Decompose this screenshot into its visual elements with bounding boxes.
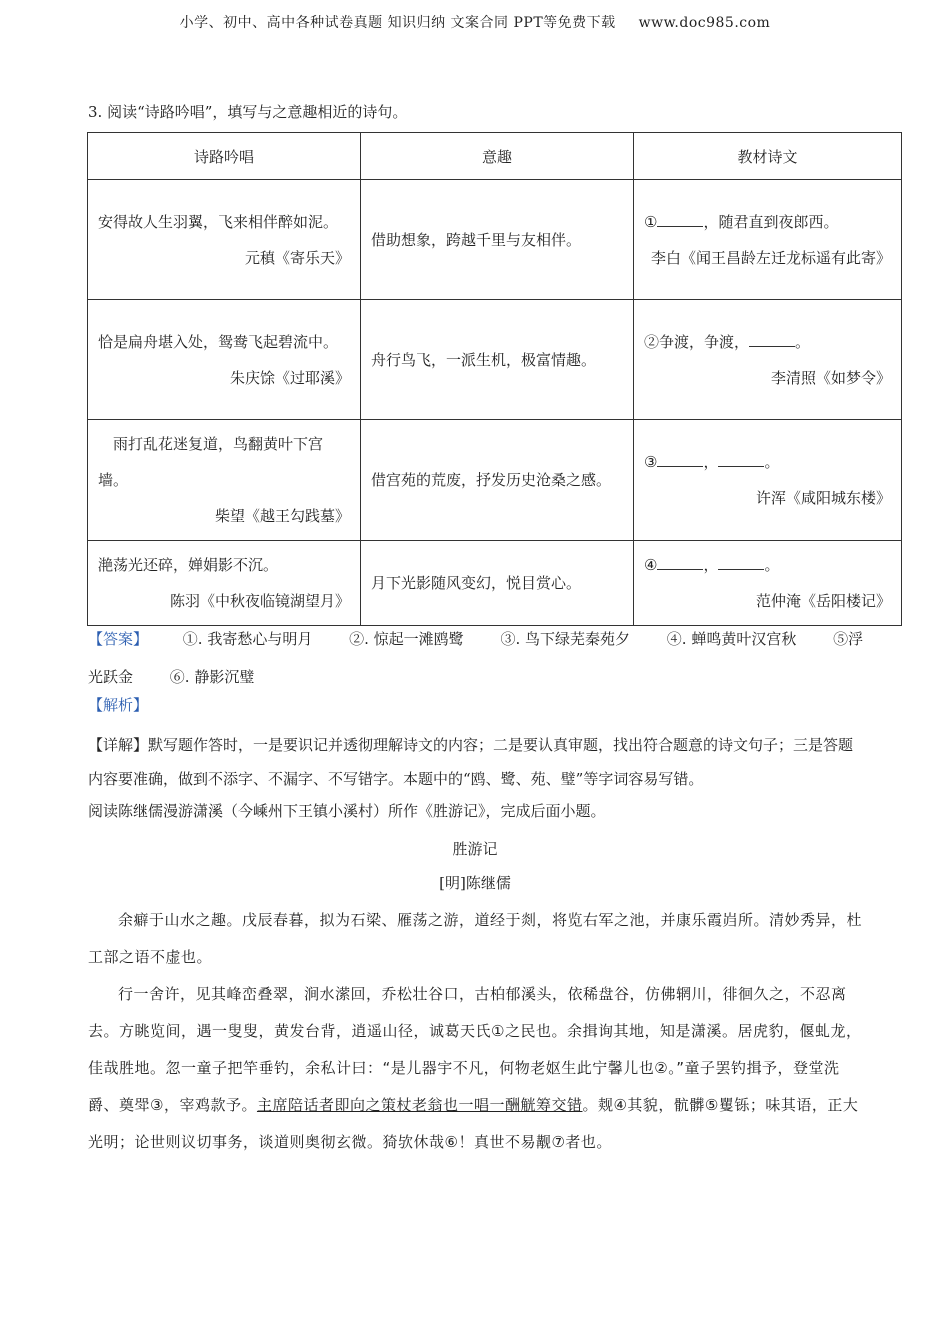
page-header	[0, 12, 950, 32]
answer-tag: 【答案】	[88, 630, 149, 648]
reading-intro: 阅读陈继儒漫游潇溪（今嵊州下王镇小溪村）所作《胜游记》，完成后面小题。	[88, 802, 606, 820]
textbook-cell	[634, 300, 902, 420]
textbook-source: 李清照《如梦令》	[770, 368, 891, 387]
line-text: ，	[703, 556, 719, 574]
table-row	[88, 300, 902, 420]
answer-item: ④. 蝉鸣黄叶汉宫秋	[666, 630, 797, 648]
answer-item: ②. 惊起一滩鸥鹭	[349, 630, 464, 648]
poem-text: 安得故人生羽翼，飞来相伴醉如泥。	[98, 212, 339, 231]
column-header: 意趣	[361, 133, 634, 180]
textbook-cell	[634, 420, 902, 541]
answer-blank[interactable]	[718, 452, 764, 467]
answer-blank[interactable]	[718, 555, 764, 570]
answer-block	[88, 620, 868, 696]
answer-item: ①. 我寄愁心与明月	[182, 630, 313, 648]
line-text: 。	[764, 556, 780, 574]
paragraph: 余癖于山水之趣。戊辰春暮，拟为石梁、雁荡之游，道经于剡，将览右军之池，并康乐霞岿所。清妙秀异，杜工部之语不虚也。	[88, 911, 863, 966]
answer-item: ⑤浮光跃金	[88, 630, 864, 686]
textbook-source: 许浑《咸阳城东楼》	[755, 489, 891, 507]
poem-source: 柴望《越王勾践墓》	[214, 507, 350, 525]
item-number: ①	[644, 212, 658, 231]
poem-text: 滟荡光还碎，婵娟影不沉。	[98, 556, 279, 574]
answer-blank[interactable]	[657, 212, 703, 227]
answer-blank[interactable]	[657, 452, 703, 467]
answer-item: ③. 鸟下绿芜秦苑夕	[500, 630, 630, 648]
table-row	[88, 420, 902, 541]
poem-text: 雨打乱花迷复道，鸟翻黄叶下宫墙。	[98, 435, 324, 489]
column-header: 教材诗文	[634, 133, 902, 180]
answer-item: ⑥. 静影沉璧	[169, 668, 255, 686]
detail-text: 默写题作答时，一是要识记并透彻理解诗文的内容；二是要认真审题，找出符合题意的诗文句子；三是答题内容要准确，做到不添字、不漏字、不写错字。本题中的“鸥、鹭、苑、璧”等字词容易写错。	[88, 736, 854, 788]
table-row	[88, 541, 902, 626]
table-row	[88, 180, 902, 300]
paragraph-text: 行一舍许，见其峰峦叠翠，涧水潆回，乔松壮谷口，古柏郁溪头，依稀盘谷，仿佛辋川，徘徊久之，不忍离去。方眺览间，遇一叟叟，黄发台背，逍遥山径，诚葛天氏①之民也。余揖询其地，知是潇溪。居虎豹，偃虬龙，佳哉胜地。忽一童子把竿垂钓，余私计曰：“是儿器宇不凡，何物老妪生此宁馨儿也②。”童子罢钓揖予，登堂洗爵、奠斝③，宰鸡款予。	[88, 985, 862, 1114]
line-text: ②争渡，争渡，	[644, 332, 750, 351]
article-title: 胜游记	[452, 840, 498, 858]
poem-text: 恰是扁舟堪入处，鸳鸯飞起碧流中。	[98, 332, 339, 351]
poem-table	[87, 132, 902, 626]
fill-in-line	[644, 324, 891, 360]
item-number: ④	[644, 556, 658, 574]
table-header-row	[88, 133, 902, 180]
poem-source: 元稹《寄乐天》	[244, 248, 350, 267]
line-text: ，随君直到夜郎西。	[703, 212, 839, 231]
poem-cell	[88, 420, 361, 541]
textbook-source: 范仲淹《岳阳楼记》	[755, 592, 891, 610]
poem-source: 朱庆馀《过耶溪》	[229, 368, 350, 387]
article-author: [明]陈继儒	[439, 874, 511, 892]
meaning-cell: 月下光影随风变幻，悦目赏心。	[361, 541, 634, 626]
poem-cell	[88, 180, 361, 300]
line-text: ，	[703, 453, 719, 471]
item-number: ③	[644, 453, 658, 471]
meaning-cell: 舟行鸟飞，一派生机，极富情趣。	[361, 300, 634, 420]
detail-block	[88, 728, 868, 796]
question-title: 3. 阅读“诗路吟唱”，填写与之意趣相近的诗句。	[88, 103, 408, 121]
article-passage	[88, 902, 868, 1161]
column-header: 诗路吟唱	[88, 133, 361, 180]
fill-in-line	[644, 444, 891, 480]
line-text: 。	[795, 332, 811, 351]
answer-blank[interactable]	[749, 332, 795, 347]
poem-source: 陈羽《中秋夜临镜湖望月》	[169, 592, 350, 610]
underlined-sentence: 主席陪话者即向之策杖老翁也一唱一酬觥筹交错	[256, 1096, 583, 1114]
paragraph	[88, 976, 868, 1161]
header-url[interactable]: www.doc985.com	[638, 15, 771, 31]
meaning-cell: 借助想象，跨越千里与友相伴。	[361, 180, 634, 300]
paragraph-text: 。觌④其貌，骯髒⑤矍铄；味其语，正大光明；论世则议切事务，谈道则奥彻玄微。猗欤休哉⑥！真世不易觏⑦者也。	[88, 1096, 859, 1151]
textbook-cell	[634, 541, 902, 626]
line-text: 。	[764, 453, 780, 471]
header-text: 小学、初中、高中各种试卷真题 知识归纳 文案合同 PPT等免费下载	[179, 15, 616, 31]
analysis-tag: 【解析】	[88, 696, 149, 714]
detail-tag: 【详解】	[88, 736, 149, 754]
poem-cell	[88, 541, 361, 626]
fill-in-line	[644, 547, 891, 583]
fill-in-line	[644, 204, 891, 240]
answer-blank[interactable]	[657, 555, 703, 570]
meaning-cell: 借宫苑的荒废，抒发历史沧桑之感。	[361, 420, 634, 541]
textbook-cell	[634, 180, 902, 300]
textbook-source: 李白《闻王昌龄左迁龙标遥有此寄》	[650, 248, 891, 267]
poem-cell	[88, 300, 361, 420]
